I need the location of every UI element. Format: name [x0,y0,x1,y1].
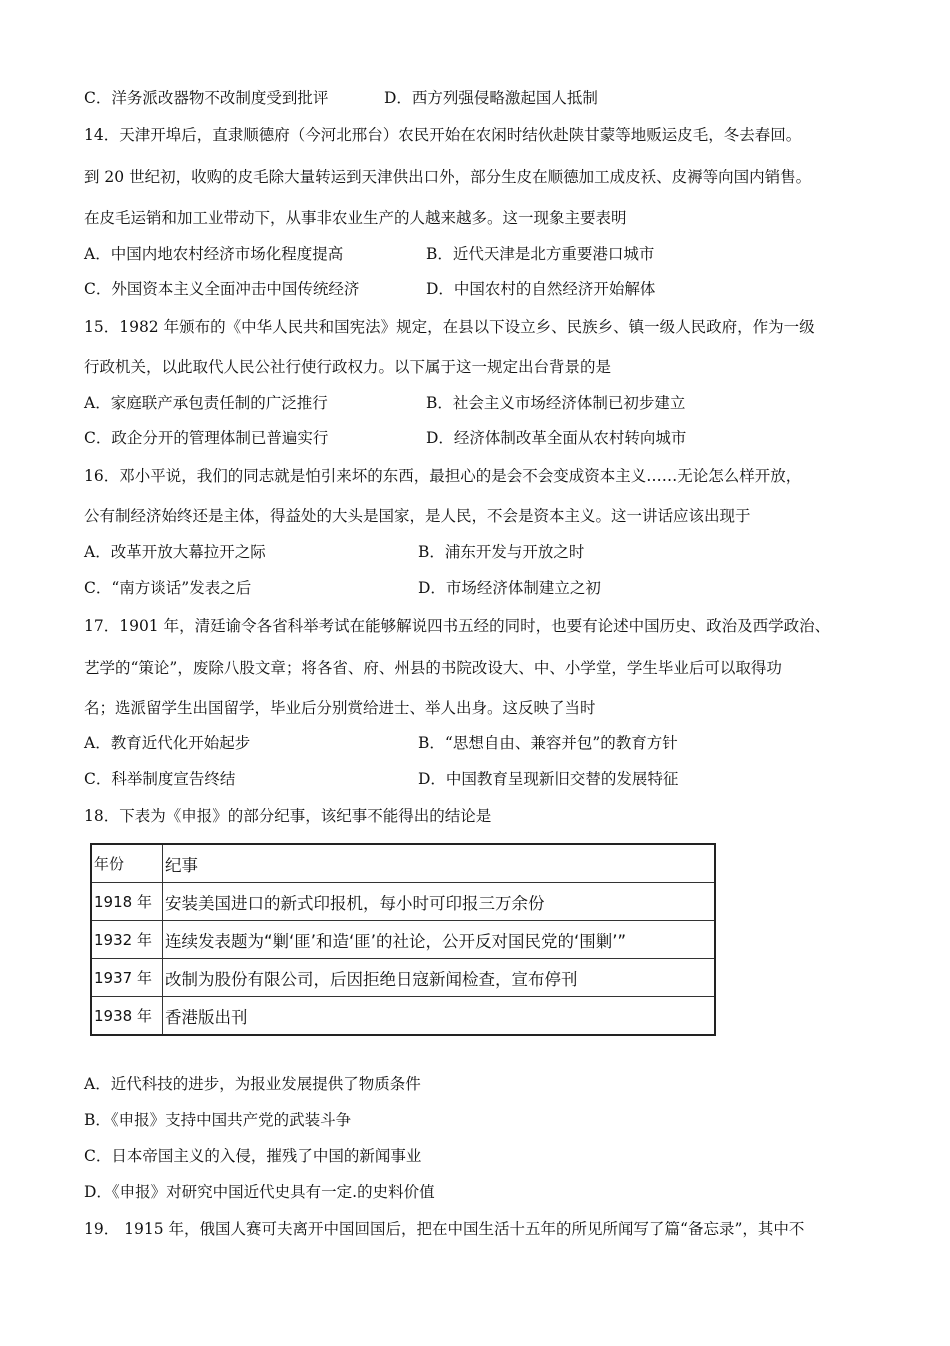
q19-stem-line-1: 19． 1915 年，俄国人赛可夫离开中国回国后，把在中国生活十五年的所见所闻写了篇“备忘录”，其中不 [84,1220,805,1238]
table-row [91,883,715,921]
q14-option-b: B．近代天津是北方重要港口城市 [426,245,655,263]
table-row [91,959,715,997]
q15-stem-line-1: 15．1982 年颁布的《中华人民共和国宪法》规定，在县以下设立乡、民族乡、镇一级人民政府，作为一级 [84,318,815,336]
q15-option-d: D．经济体制改革全面从农村转向城市 [426,429,687,447]
q17-stem-line-3: 名；选派留学生出国留学，毕业后分别赏给进士、举人出身。这反映了当时 [84,699,596,717]
q15-option-c: C．政企分开的管理体制已普遍实行 [84,429,329,447]
q14-option-c: C．外国资本主义全面冲击中国传统经济 [84,280,360,298]
table-cell-year: 1932 年 [91,921,163,959]
q16-option-a: A．改革开放大幕拉开之际 [84,543,266,561]
table-cell-year: 1937 年 [91,959,163,997]
table-cell-event: 香港版出刊 [163,997,716,1036]
q14-stem-line-3: 在皮毛运销和加工业带动下，从事非农业生产的人越来越多。这一现象主要表明 [84,209,627,227]
table-cell-event: 连续发表题为“剿‘匪’和造‘匪’的社论，公开反对国民党的‘围剿’” [163,921,716,959]
table-cell-event: 安装美国进口的新式印报机，每小时可印报三万余份 [163,883,716,921]
q16-option-b: B．浦东开发与开放之时 [418,543,585,561]
table-cell-year: 1938 年 [91,997,163,1036]
q18-option-a: A．近代科技的进步，为报业发展提供了物质条件 [84,1075,421,1093]
q14-stem-line-1: 14．天津开埠后，直隶顺德府（今河北邢台）农民开始在农闲时结伙赴陕甘蒙等地贩运皮毛，冬去春回。 [84,126,802,144]
q17-option-d: D．中国教育呈现新旧交替的发展特征 [418,770,679,788]
q18-option-c: C．日本帝国主义的入侵，摧残了中国的新闻事业 [84,1147,422,1165]
q13-option-d: D．西方列强侵略激起国人抵制 [384,89,598,107]
q17-option-a: A．教育近代化开始起步 [84,734,251,752]
q15-option-a: A．家庭联产承包责任制的广泛推行 [84,394,328,412]
q14-option-d: D．中国农村的自然经济开始解体 [426,280,656,298]
q15-stem-line-2: 行政机关，以此取代人民公社行使行政权力。以下属于这一规定出台背景的是 [84,358,612,376]
q17-stem-line-1: 17．1901 年，清廷谕令各省科举考试在能够解说四书五经的同时，也要有论述中国历史、政治及西学政治、 [84,617,831,635]
table-row [91,921,715,959]
q18-stem: 18．下表为《申报》的部分纪事，该纪事不能得出的结论是 [84,807,492,825]
q18-option-d: D．《申报》对研究中国近代史具有一定.的史料价值 [84,1183,435,1201]
q18-option-b: B．《申报》支持中国共产党的武装斗争 [84,1111,352,1129]
q13-option-c: C．洋务派改器物不改制度受到批评 [84,89,329,107]
q16-stem-line-2: 公有制经济始终还是主体，得益处的大头是国家，是人民，不会是资本主义。这一讲话应该出现于 [84,507,751,525]
q17-option-c: C．科举制度宣告终结 [84,770,236,788]
q16-option-d: D．市场经济体制建立之初 [418,579,601,597]
q15-option-b: B．社会主义市场经济体制已初步建立 [426,394,686,412]
q16-option-c: C．“南方谈话”发表之后 [84,579,252,597]
table-cell-event: 改制为股份有限公司，后因拒绝日寇新闻检查，宣布停刊 [163,959,716,997]
shenbao-record-table [90,843,716,1036]
table-row [91,997,715,1036]
q17-option-b: B．“思想自由、兼容并包”的教育方针 [418,734,678,752]
q17-stem-line-2: 艺学的“策论”，废除八股文章；将各省、府、州县的书院改设大、中、小学堂，学生毕业后可以取得功 [84,659,782,677]
table-header-event: 纪事 [163,844,716,883]
table-header-year: 年份 [91,844,163,883]
q14-option-a: A．中国内地农村经济市场化程度提高 [84,245,344,263]
table-header-row [91,844,715,883]
table-cell-year: 1918 年 [91,883,163,921]
q14-stem-line-2: 到 20 世纪初，收购的皮毛除大量转运到天津供出口外，部分生皮在顺德加工成皮袄、皮褥等向国内销售。 [84,168,812,186]
q16-stem-line-1: 16．邓小平说，我们的同志就是怕引来坏的东西，最担心的是会不会变成资本主义……无论怎么样开放， [84,467,802,485]
